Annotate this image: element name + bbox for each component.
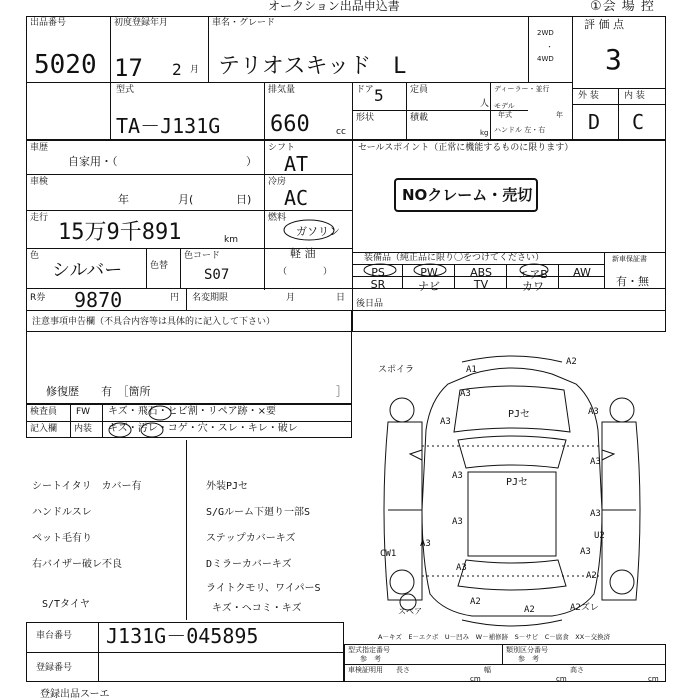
fuel-circle-mark bbox=[282, 218, 336, 242]
equip-pw: PW bbox=[420, 266, 438, 279]
shift-value: AT bbox=[284, 152, 309, 176]
pw-circle-mark bbox=[410, 263, 450, 277]
interior-check-label: 内装 bbox=[74, 424, 93, 434]
note-right-5: ライトクモリ、ワイパーS bbox=[206, 583, 321, 594]
mileage-value: 15万9千891 bbox=[58, 220, 182, 245]
length-label: 長さ bbox=[396, 666, 410, 674]
lot-no-value: 5020 bbox=[34, 50, 97, 80]
use-value: 自家用・（ bbox=[68, 155, 118, 168]
note-right-2: S/Gルーム下廻り一部S bbox=[206, 507, 311, 518]
diag-mark-2: A2 bbox=[566, 357, 577, 367]
note-left-4: 右バイザー破レ不良 bbox=[32, 559, 122, 570]
note-left-1: シートイタリ カバー有 bbox=[32, 481, 142, 492]
first-reg-month: 2 bbox=[172, 60, 182, 79]
yen-unit: 円 bbox=[170, 293, 180, 303]
airbag-circle-mark bbox=[514, 263, 554, 277]
diag-mark-pjse-2: PJセ bbox=[506, 477, 529, 488]
note-right-4: Dミラーカバーキズ bbox=[206, 559, 292, 570]
footer-text: 登録出品スーエ bbox=[40, 689, 110, 700]
person-unit: 人 bbox=[480, 99, 490, 109]
new-car-warranty-label: 新車保証書 bbox=[612, 255, 647, 263]
drive-2wd: 2WD bbox=[537, 29, 554, 37]
model-year-label-a: モデル bbox=[494, 102, 515, 110]
diag-mark-4: A3 bbox=[460, 389, 471, 399]
load-label: 積載 bbox=[410, 113, 429, 123]
name-change-month: 月 bbox=[286, 293, 296, 303]
doors-value: 5 bbox=[374, 86, 384, 105]
aircon-value: AC bbox=[284, 186, 309, 210]
diag-mark-u2: U2 bbox=[594, 531, 605, 541]
diag-mark-12: A3 bbox=[452, 517, 463, 527]
equip-tv: TV bbox=[473, 278, 489, 291]
fw-items: キズ・飛石・ヒビ割・リペア跡・×要 bbox=[108, 406, 276, 417]
diag-mark-14: A3 bbox=[456, 563, 467, 573]
repair-history-close: ］ bbox=[336, 385, 347, 398]
drive-4wd: 4WD bbox=[537, 55, 554, 63]
equip-airbag: エアB bbox=[518, 268, 548, 281]
doors-label: ドア bbox=[356, 85, 374, 95]
color-change-label: 色替 bbox=[150, 261, 169, 271]
color-label: 色 bbox=[30, 251, 40, 261]
first-reg-label: 初度登録年月 bbox=[114, 18, 169, 28]
damage-legend: A－キズ E－エクボ U－凹み W－補修跡 S－サビ C－腐食 XX－交換済 bbox=[378, 633, 611, 641]
note-right-3: ステップカバーキズ bbox=[206, 533, 296, 544]
equip-abs: ABS bbox=[470, 266, 492, 279]
shift-label: シフト bbox=[268, 143, 296, 153]
inspection-label: 車検 bbox=[30, 177, 49, 187]
mileage-label: 走行 bbox=[30, 213, 49, 223]
type-spec-label: 型式指定番号 bbox=[348, 646, 390, 654]
car-damage-diagram bbox=[362, 350, 662, 630]
equip-ps: PS bbox=[371, 266, 385, 279]
shape-label: 形状 bbox=[356, 113, 375, 123]
car-name-value: テリオスキッド L bbox=[218, 54, 407, 79]
cert-label: 車検証明用 bbox=[348, 666, 383, 674]
sales-point-label: セールスポイント（正常に機能するものに限ります） bbox=[358, 143, 574, 153]
height-cm: cm bbox=[648, 675, 659, 683]
note-right-6: キズ・ヘコミ・キズ bbox=[212, 603, 302, 614]
no-claim-stamp bbox=[394, 178, 538, 212]
equip-leather: カワ bbox=[522, 280, 544, 293]
first-reg-month-unit: 月 bbox=[190, 65, 200, 75]
diag-mark-18: A2 bbox=[586, 571, 597, 581]
check-circle-marks bbox=[106, 402, 352, 440]
chassis-no-label: 車台番号 bbox=[36, 631, 73, 641]
inspection-month: 月( bbox=[178, 193, 194, 206]
inspector-label: 検査員 bbox=[30, 407, 58, 417]
name-change-label: 名変期限 bbox=[192, 293, 229, 303]
exterior-label: 外 装 bbox=[578, 91, 599, 101]
rating-label: 評 価 点 bbox=[584, 18, 624, 31]
exterior-grade: D bbox=[588, 110, 601, 134]
km-unit: km bbox=[224, 235, 238, 245]
class-no-ref: 参 考 bbox=[518, 655, 539, 663]
length-cm: cm bbox=[470, 675, 481, 683]
width-label: 幅 bbox=[484, 666, 491, 674]
color-code-label: 色コード bbox=[184, 251, 221, 261]
displacement-label: 排気量 bbox=[268, 85, 296, 95]
diag-mark-19: A2 bbox=[470, 597, 481, 607]
rating-value: 3 bbox=[605, 43, 622, 76]
recorder-label: 記入欄 bbox=[30, 424, 58, 434]
diag-mark-9: A3 bbox=[452, 471, 463, 481]
displacement-value: 660 bbox=[270, 112, 310, 137]
use-label: 車歴 bbox=[30, 143, 49, 153]
diag-spare: スペア bbox=[398, 607, 422, 616]
no-claim-stamp-text: NOクレーム・売切 bbox=[402, 186, 533, 204]
lot-no-label: 出品番号 bbox=[30, 18, 67, 28]
aircon-label: 冷房 bbox=[268, 177, 287, 187]
fw-label: FW bbox=[76, 407, 91, 417]
reg-no-label: 登録番号 bbox=[36, 663, 73, 673]
r-ticket-value: 9870 bbox=[74, 288, 123, 312]
kg-unit: kg bbox=[480, 129, 489, 137]
note-left-3: ペット毛有り bbox=[32, 533, 92, 544]
diag-mark-21: A2 bbox=[524, 605, 535, 615]
dealer-label: ディーラー・並行 bbox=[494, 85, 550, 93]
model-year-label-b: 年式 bbox=[498, 111, 512, 119]
model-label: 型式 bbox=[116, 85, 135, 95]
car-name-label: 車名・グレード bbox=[212, 18, 276, 28]
name-change-day: 日 bbox=[336, 293, 346, 303]
height-label: 高さ bbox=[570, 666, 584, 674]
fuel-diesel: 軽 油 bbox=[290, 247, 316, 260]
diag-mark-cw1: CW1 bbox=[380, 549, 397, 559]
diag-mark-3: A1 bbox=[466, 365, 477, 375]
drive-dot: ・ bbox=[546, 43, 553, 51]
ps-circle-mark bbox=[360, 263, 400, 277]
note-left-2: ハンドルスレ bbox=[32, 507, 92, 518]
diag-mark-13: A3 bbox=[420, 539, 431, 549]
equip-navi: ナビ bbox=[418, 280, 440, 293]
diag-mark-17: A3 bbox=[580, 547, 591, 557]
repair-history-label: 修復歴 有 ［箇所 bbox=[46, 385, 151, 398]
fuel-other: （ ） bbox=[278, 267, 333, 277]
fuel-gasoline: ガソリン bbox=[296, 225, 340, 238]
diag-mark-22: A2ズレ bbox=[570, 603, 599, 613]
cc-unit: cc bbox=[336, 127, 346, 137]
equipment-label: 装備品（純正品に限り〇をつけてください） bbox=[364, 253, 545, 263]
inspection-day: 日) bbox=[236, 193, 252, 206]
note-right-1: 外装PJセ bbox=[206, 481, 249, 492]
model-value: TA－J131G bbox=[116, 114, 221, 138]
diag-mark-11: A3 bbox=[590, 509, 601, 519]
model-year-unit: 年 bbox=[556, 111, 563, 119]
warranty-value: 有・無 bbox=[616, 275, 649, 288]
bottom-right-section bbox=[344, 644, 666, 682]
venue-copy-label: ①会 場 控 bbox=[590, 0, 655, 14]
color-value: シルバー bbox=[52, 260, 123, 281]
inspection-year: 年 bbox=[118, 193, 129, 206]
sheet-title: オークション出品申込書 bbox=[268, 0, 400, 13]
notes-title: 注意事項申告欄（不具合内容等は具体的に記入して下さい） bbox=[32, 317, 276, 327]
capacity-label: 定員 bbox=[410, 85, 429, 95]
diag-spoiler: スポイラ bbox=[378, 365, 415, 375]
note-left-5: S/Tタイヤ bbox=[42, 599, 90, 610]
diag-mark-10: A3 bbox=[590, 457, 601, 467]
width-cm: cm bbox=[556, 675, 567, 683]
after-market-label: 後日品 bbox=[356, 299, 384, 309]
class-no-label: 類別区分番号 bbox=[506, 646, 548, 654]
interior-grade: C bbox=[632, 110, 645, 134]
chassis-no-value: J131G－045895 bbox=[106, 624, 259, 648]
equip-aw: AW bbox=[573, 266, 591, 279]
handle-label: ハンドル 左・右 bbox=[494, 126, 546, 134]
interior-items: キズ・汚レ・コゲ・穴・スレ・キレ・破レ bbox=[108, 423, 298, 434]
type-spec-ref: 参 考 bbox=[360, 655, 381, 663]
diag-mark-7: A3 bbox=[588, 407, 599, 417]
diag-mark-5: A3 bbox=[440, 417, 451, 427]
interior-label: 内 装 bbox=[624, 91, 645, 101]
first-reg-year: 17 bbox=[114, 54, 143, 82]
color-code-value: S07 bbox=[204, 267, 230, 283]
r-ticket-label: R券 bbox=[30, 293, 46, 303]
equip-sr: SR bbox=[370, 278, 386, 291]
use-close: ） bbox=[246, 155, 257, 168]
fuel-label: 燃料 bbox=[268, 213, 287, 223]
diag-mark-pjse-1: PJセ bbox=[508, 409, 531, 420]
